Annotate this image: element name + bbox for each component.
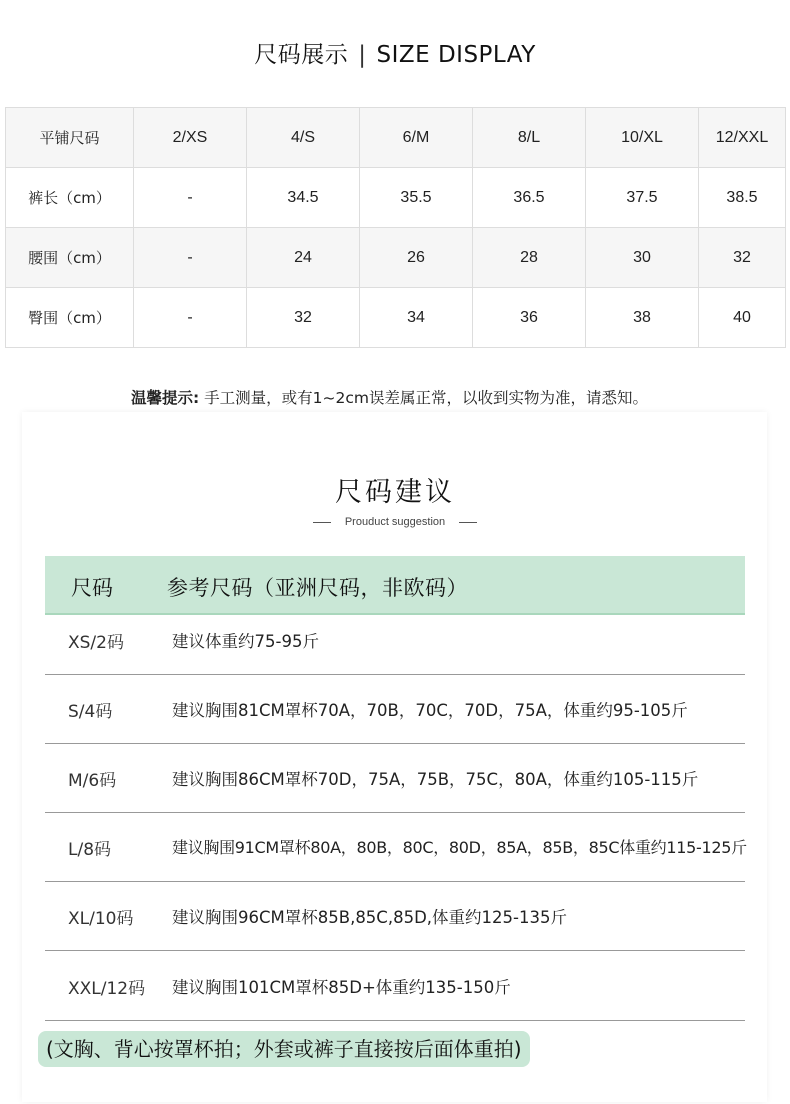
table-header-cell: 2/XS (134, 108, 247, 168)
title-cn: 尺码展示 (254, 42, 349, 68)
table-cell: 24 (247, 228, 360, 288)
suggestion-desc: 建议体重约75-95斤 (172, 632, 319, 651)
title-en: SIZE DISPLAY (376, 42, 536, 68)
table-cell: - (134, 168, 247, 228)
list-item (45, 952, 745, 1021)
table-cell: 34.5 (247, 168, 360, 228)
suggestion-desc: 建议胸围91CM罩杯80A，80B，80C，80D，85A，85B，85C体重约115-125斤 (172, 838, 747, 857)
suggestion-desc: 建议胸围81CM罩杯70A，70B，70C，70D，75A，体重约95-105斤 (172, 701, 688, 720)
table-cell: 26 (360, 228, 473, 288)
page-title (0, 36, 790, 69)
header-size-label: 尺码 (71, 576, 113, 600)
table-cell: - (134, 288, 247, 348)
table-row-label: 腰围（cm） (6, 228, 134, 288)
table-cell: 32 (247, 288, 360, 348)
table-cell: 38.5 (699, 168, 786, 228)
table-header-cell: 10/XL (586, 108, 699, 168)
tip-label: 温馨提示: (131, 389, 200, 407)
table-cell: 32 (699, 228, 786, 288)
table-row (6, 228, 786, 288)
table-header-cell: 6/M (360, 108, 473, 168)
subtitle-text: Prouduct suggestion (344, 516, 446, 528)
suggestion-size: M/6码 (68, 771, 117, 791)
table-cell: 37.5 (586, 168, 699, 228)
suggestion-size: S/4码 (68, 702, 113, 722)
table-cell: 30 (586, 228, 699, 288)
title-separator: | (358, 42, 367, 68)
suggestion-desc: 建议胸围86CM罩杯70D，75A，75B，75C，80A，体重约105-115斤 (172, 770, 699, 789)
suggestion-size: XXL/12码 (68, 979, 146, 999)
list-item (45, 675, 745, 744)
table-cell: 36.5 (473, 168, 586, 228)
suggestion-title: 尺码建议 (335, 477, 455, 508)
header-reference-label: 参考尺码（亚洲尺码，非欧码） (167, 576, 468, 600)
size-table (5, 107, 786, 348)
suggestion-desc: 建议胸围101CM罩杯85D+体重约135-150斤 (172, 978, 511, 997)
table-row (6, 168, 786, 228)
table-row-label: 臀围（cm） (6, 288, 134, 348)
suggestion-size: XS/2码 (68, 633, 124, 653)
table-row (6, 288, 786, 348)
table-cell: - (134, 228, 247, 288)
table-cell: 35.5 (360, 168, 473, 228)
table-cell: 38 (586, 288, 699, 348)
suggestion-desc: 建议胸围96CM罩杯85B,85C,85D,体重约125-135斤 (172, 908, 567, 927)
list-item (45, 813, 745, 882)
tip-text: 手工测量，或有1~2cm误差属正常，以收到实物为准，请悉知。 (199, 389, 648, 407)
list-item (45, 744, 745, 813)
subtitle-dash-right (459, 522, 477, 523)
warm-tip (131, 386, 648, 408)
suggestion-size: XL/10码 (68, 909, 134, 929)
table-header-cell: 8/L (473, 108, 586, 168)
purchase-note: (文胸、背心按罩杯拍；外套或裤子直接按后面体重拍) (38, 1031, 530, 1067)
table-cell: 28 (473, 228, 586, 288)
table-cell: 40 (699, 288, 786, 348)
list-item (45, 882, 745, 951)
list-item (45, 606, 745, 675)
size-table-header-row (6, 108, 786, 168)
table-cell: 34 (360, 288, 473, 348)
subtitle-dash-left (313, 522, 331, 523)
table-cell: 36 (473, 288, 586, 348)
table-header-cell: 4/S (247, 108, 360, 168)
suggestion-subtitle (0, 516, 790, 528)
table-header-cell: 平铺尺码 (6, 108, 134, 168)
table-header-cell: 12/XXL (699, 108, 786, 168)
suggestion-size: L/8码 (68, 840, 112, 860)
table-row-label: 裤长（cm） (6, 168, 134, 228)
